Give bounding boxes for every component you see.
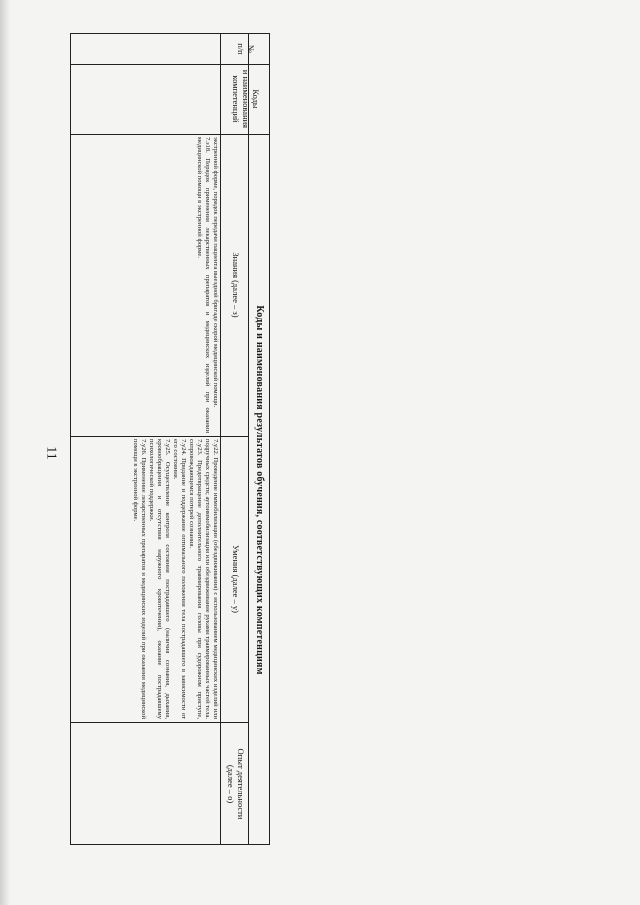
header-results-group: Коды и наименования результатов обучения, соответствующих компетенциям <box>253 305 265 675</box>
knowledge-item: 7.з18. Порядок применения лекарственных препаратов и медицинских изделий при оказании медицинской помощи в экстренной форме. <box>195 137 211 433</box>
skill-item: 7.у23. Предотвращение дополнительного травмирования головы при судорожном приступе, сопровождающемся потерей сознания. <box>187 439 203 719</box>
header-experience: Опыт деятельности (далее – о) <box>226 748 246 820</box>
scan-edge <box>0 0 10 905</box>
cell-knowledge <box>70 134 221 436</box>
competencies-table <box>70 33 270 845</box>
cell-experience <box>70 722 221 845</box>
skill-item: 7.у24. Придание и поддержание оптимального положения тела пострадавшего в зависимости от его состояния. <box>171 439 187 719</box>
skill-item: 7.у25. Осуществление контроля состояния пострадавшего (наличия сознания, дыхания, кровообращения и отсутствия наружного кровотечения), оказание пострадавшему психологической поддержки. <box>147 439 171 719</box>
skill-item: 7.у26. Применение лекарственных препаратов и медицинских изделий при оказании медицинской помощи в экстренной форме. <box>131 439 147 719</box>
header-skills: Умения (далее – у) <box>230 545 241 613</box>
cell-num <box>70 34 221 64</box>
skill-item: 7.у22. Проведение иммобилизации (обездвиживания) с использованием медицинских изделий или подручных средств; аутоиммобилизация или обездвиживание руками травмированных частей тела. <box>203 439 219 719</box>
header-knowledge: Знания (далее – з) <box>230 252 241 318</box>
rotated-table-container <box>70 33 270 845</box>
header-num: № п/п <box>236 43 256 55</box>
knowledge-item: экстренной форме, порядок передачи пациента выездной бригаде скорой медицинской помощи. <box>212 137 219 408</box>
cell-skills <box>70 436 221 722</box>
header-codes: Коды и наименования компетенций <box>231 69 261 129</box>
page-number <box>40 438 62 468</box>
cell-codes <box>70 64 221 134</box>
page-number-text: 11 <box>43 446 59 460</box>
